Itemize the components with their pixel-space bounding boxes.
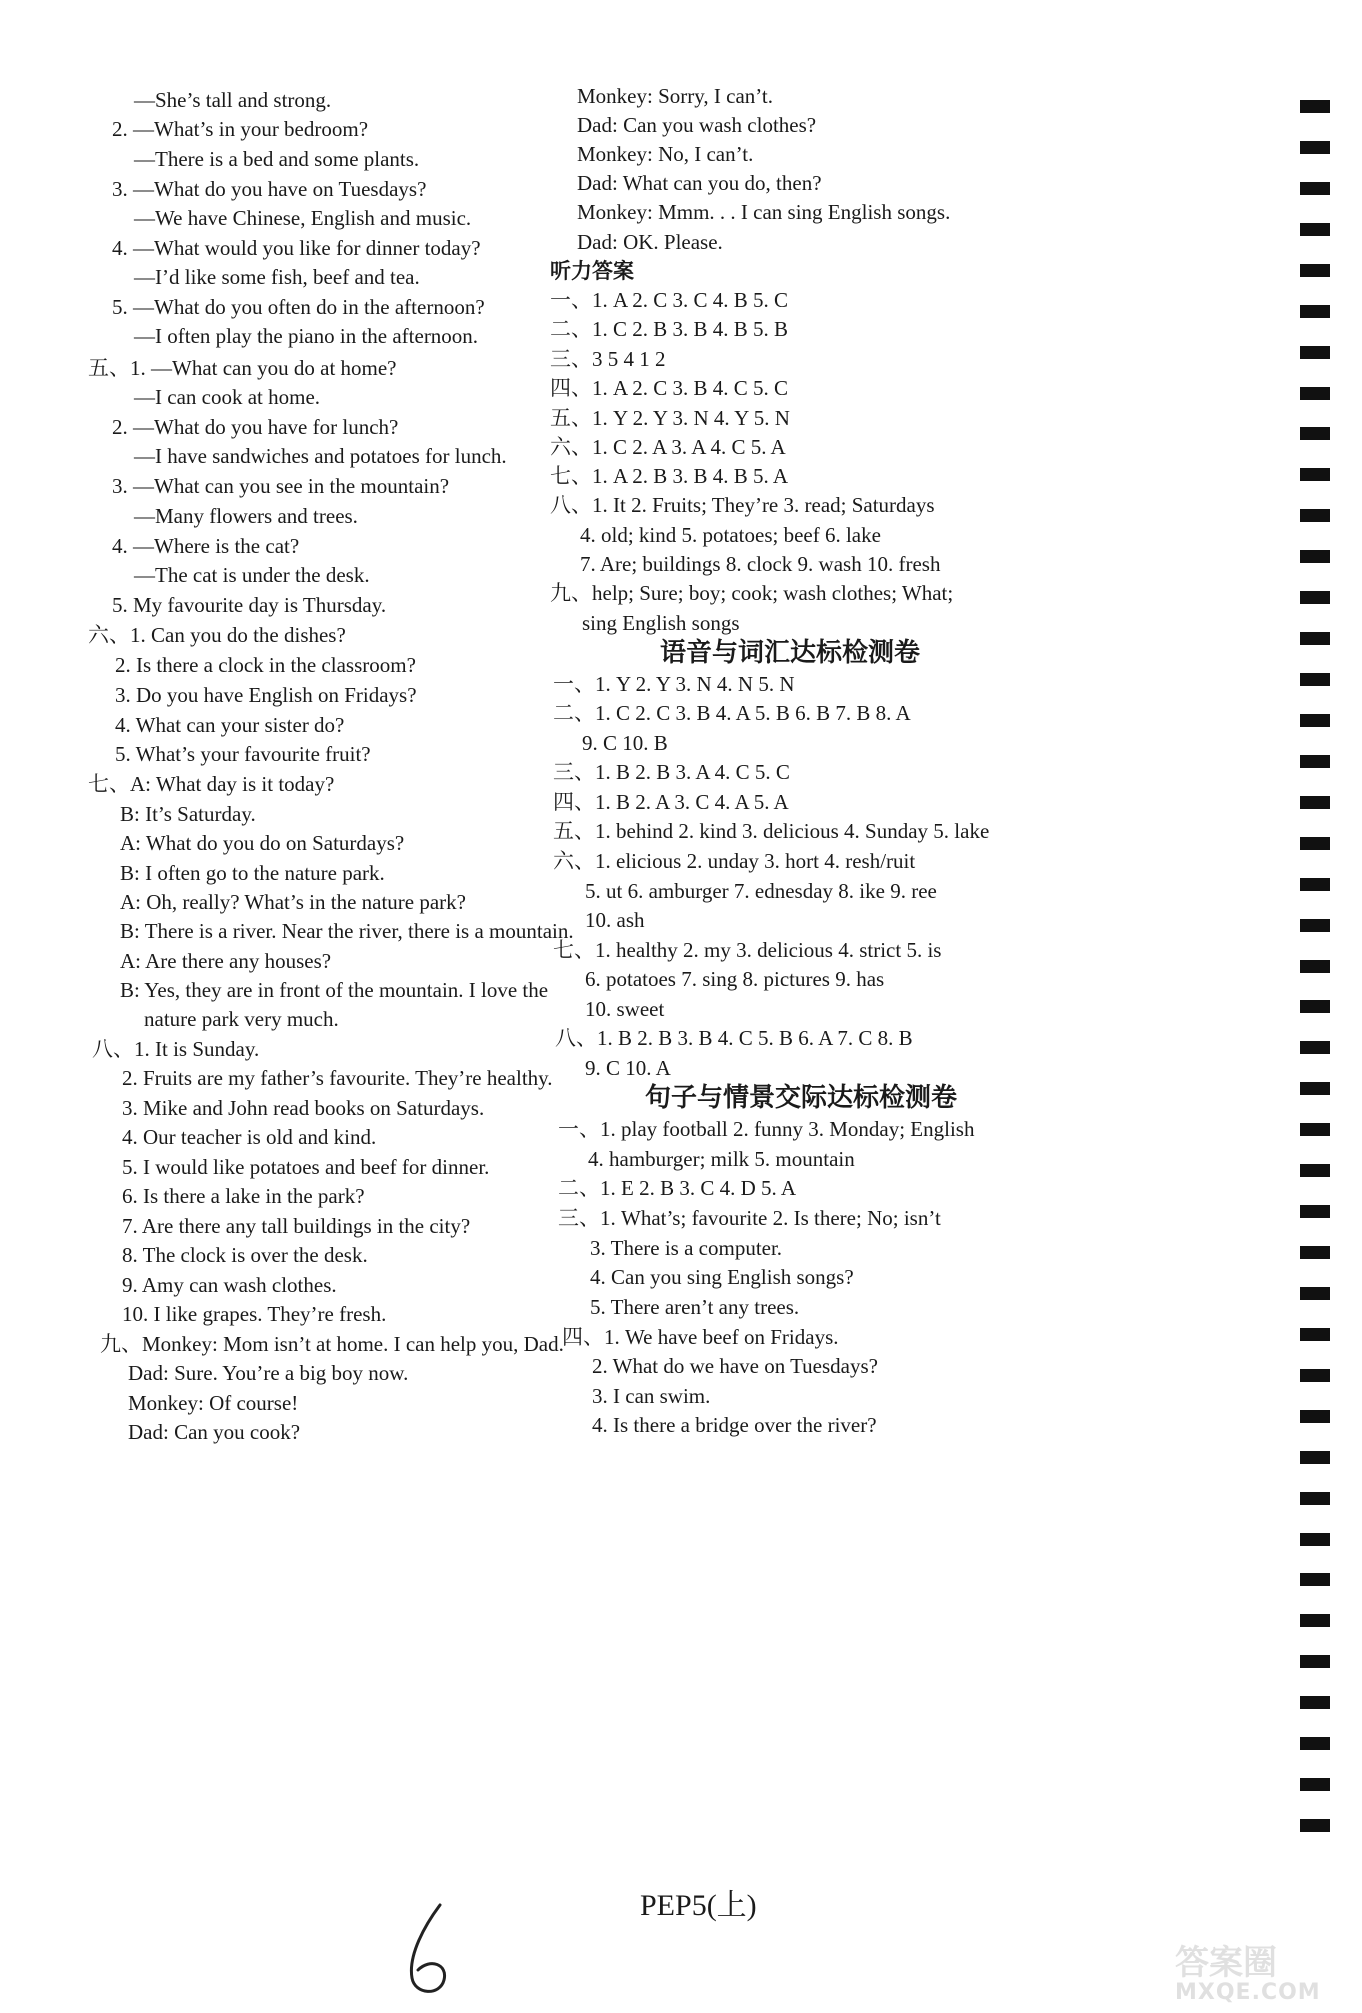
- answer-line: 10. ash: [585, 908, 645, 932]
- registration-mark: [1300, 837, 1330, 850]
- text-line: Monkey: Of course!: [128, 1391, 299, 1415]
- section-title-phonics-vocab: 语音与词汇达标检测卷: [660, 638, 921, 668]
- watermark-url: MXQE.COM: [1175, 1980, 1321, 2005]
- section-line: 九、Monkey: Mom isn’t at home. I can help you, Dad.: [100, 1332, 564, 1356]
- text-line: Monkey: Mmm. . . I can sing English songs.: [577, 200, 951, 224]
- registration-mark: [1300, 796, 1330, 809]
- text-line: 3. Mike and John read books on Saturdays.: [122, 1096, 485, 1120]
- text-line: 4. —What would you like for dinner today?: [112, 236, 481, 260]
- answer-line: 9. C 10. B: [582, 731, 668, 755]
- answer-line: 5. ut 6. amburger 7. ednesday 8. ike 9. ree: [585, 879, 937, 903]
- text-line: 10. I like grapes. They’re fresh.: [122, 1302, 387, 1326]
- registration-mark: [1300, 1533, 1330, 1546]
- registration-mark: [1300, 550, 1330, 563]
- text-line: —I’d like some fish, beef and tea.: [134, 265, 420, 289]
- registration-mark: [1300, 1164, 1330, 1177]
- text-line: 2. Fruits are my father’s favourite. They’re healthy.: [122, 1066, 553, 1090]
- text-line: Dad: Can you wash clothes?: [577, 113, 817, 137]
- text-line: —She’s tall and strong.: [134, 88, 332, 112]
- answer-line: 3. There is a computer.: [590, 1236, 783, 1260]
- section-title-sentences: 句子与情景交际达标检测卷: [645, 1083, 958, 1113]
- answer-line: 四、1. A 2. C 3. B 4. C 5. C: [550, 376, 789, 400]
- answer-line: 八、1. It 2. Fruits; They’re 3. read; Saturdays: [550, 493, 935, 517]
- registration-mark: [1300, 755, 1330, 768]
- answer-line: 三、3 5 4 1 2: [550, 347, 666, 371]
- text-line: 4. What can your sister do?: [115, 713, 345, 737]
- text-line: 5. —What do you often do in the afternoon?: [112, 295, 485, 319]
- registration-mark: [1300, 509, 1330, 522]
- answer-line: 二、1. C 2. B 3. B 4. B 5. B: [550, 317, 789, 341]
- answer-line: 4. Is there a bridge over the river?: [592, 1413, 877, 1437]
- text-line: 3. —What do you have on Tuesdays?: [112, 177, 427, 201]
- text-line: —I often play the piano in the afternoon.: [134, 324, 479, 348]
- registration-mark: [1300, 1492, 1330, 1505]
- text-line: B: It’s Saturday.: [120, 802, 256, 826]
- answer-line: 五、1. behind 2. kind 3. delicious 4. Sunday 5. lake: [553, 819, 990, 843]
- text-line: —We have Chinese, English and music.: [134, 206, 472, 230]
- text-line: Dad: What can you do, then?: [577, 171, 822, 195]
- section-line: 八、1. It is Sunday.: [92, 1037, 260, 1061]
- registration-mark: [1300, 1819, 1330, 1832]
- registration-mark: [1300, 1451, 1330, 1464]
- answer-line: 七、1. healthy 2. my 3. delicious 4. strict 5. is: [553, 938, 942, 962]
- answer-line: 4. Can you sing English songs?: [590, 1265, 854, 1289]
- page-footer: PEP5(上): [640, 1889, 757, 1922]
- text-line: A: What do you do on Saturdays?: [120, 831, 405, 855]
- handwritten-page-number: [400, 1900, 470, 2000]
- text-line: 4. —Where is the cat?: [112, 534, 300, 558]
- registration-mark: [1300, 468, 1330, 481]
- registration-mark: [1300, 960, 1330, 973]
- registration-mark: [1300, 1369, 1330, 1382]
- registration-marks: [1300, 100, 1332, 1860]
- section-line: 六、1. Can you do the dishes?: [88, 623, 346, 647]
- answer-line: sing English songs: [582, 611, 740, 635]
- registration-mark: [1300, 182, 1330, 195]
- section-line: 五、1. —What can you do at home?: [88, 356, 397, 380]
- registration-mark: [1300, 1246, 1330, 1259]
- text-line: 6. Is there a lake in the park?: [122, 1184, 365, 1208]
- text-line: A: Oh, really? What’s in the nature park?: [120, 890, 466, 914]
- text-line: Dad: Can you cook?: [128, 1420, 301, 1444]
- answer-line: 9. C 10. A: [585, 1056, 671, 1080]
- registration-mark: [1300, 591, 1330, 604]
- text-line: A: Are there any houses?: [120, 949, 332, 973]
- text-line: —Many flowers and trees.: [134, 504, 358, 528]
- registration-mark: [1300, 1614, 1330, 1627]
- registration-mark: [1300, 714, 1330, 727]
- text-line: 3. —What can you see in the mountain?: [112, 474, 450, 498]
- registration-mark: [1300, 1573, 1330, 1586]
- registration-mark: [1300, 632, 1330, 645]
- text-line: Monkey: Sorry, I can’t.: [577, 84, 773, 108]
- registration-mark: [1300, 1287, 1330, 1300]
- answer-line: 六、1. C 2. A 3. A 4. C 5. A: [550, 435, 786, 459]
- registration-mark: [1300, 1205, 1330, 1218]
- answer-line: 7. Are; buildings 8. clock 9. wash 10. fresh: [580, 552, 941, 576]
- text-line: 7. Are there any tall buildings in the city?: [122, 1214, 471, 1238]
- text-line: 9. Amy can wash clothes.: [122, 1273, 337, 1297]
- registration-mark: [1300, 346, 1330, 359]
- answer-line: 五、1. Y 2. Y 3. N 4. Y 5. N: [550, 406, 790, 430]
- text-line: —The cat is under the desk.: [134, 563, 370, 587]
- answer-line: 四、1. We have beef on Fridays.: [562, 1325, 839, 1349]
- registration-mark: [1300, 1778, 1330, 1791]
- text-line: 8. The clock is over the desk.: [122, 1243, 368, 1267]
- registration-mark: [1300, 673, 1330, 686]
- text-line: 2. Is there a clock in the classroom?: [115, 653, 416, 677]
- registration-mark: [1300, 264, 1330, 277]
- text-line: B: There is a river. Near the river, there is a mountain.: [120, 919, 574, 943]
- answer-line: 2. What do we have on Tuesdays?: [592, 1354, 878, 1378]
- registration-mark: [1300, 1000, 1330, 1013]
- text-line: Dad: OK. Please.: [577, 230, 723, 254]
- answer-line: 九、help; Sure; boy; cook; wash clothes; What;: [550, 581, 954, 605]
- registration-mark: [1300, 1328, 1330, 1341]
- text-line: 4. Our teacher is old and kind.: [122, 1125, 377, 1149]
- answer-line: 四、1. B 2. A 3. C 4. A 5. A: [553, 790, 789, 814]
- watermark-logo: 答案圈: [1175, 1943, 1277, 1983]
- answer-line: 一、1. Y 2. Y 3. N 4. N 5. N: [553, 672, 795, 696]
- answer-line: 二、1. E 2. B 3. C 4. D 5. A: [558, 1176, 797, 1200]
- text-line: B: Yes, they are in front of the mountain. I love the: [120, 978, 549, 1002]
- text-line: 2. —What do you have for lunch?: [112, 415, 399, 439]
- registration-mark: [1300, 223, 1330, 236]
- registration-mark: [1300, 387, 1330, 400]
- registration-mark: [1300, 1123, 1330, 1136]
- answer-line: 三、1. What’s; favourite 2. Is there; No; isn’t: [558, 1206, 941, 1230]
- section-line: 七、A: What day is it today?: [88, 772, 335, 796]
- registration-mark: [1300, 1041, 1330, 1054]
- answer-line: 10. sweet: [585, 997, 665, 1021]
- answer-line: 3. I can swim.: [592, 1384, 711, 1408]
- answer-line: 6. potatoes 7. sing 8. pictures 9. has: [585, 967, 885, 991]
- answer-line: 六、1. elicious 2. unday 3. hort 4. resh/ruit: [553, 849, 916, 873]
- text-line: Dad: Sure. You’re a big boy now.: [128, 1361, 409, 1385]
- registration-mark: [1300, 878, 1330, 891]
- text-line: 5. What’s your favourite fruit?: [115, 742, 371, 766]
- text-line: B: I often go to the nature park.: [120, 861, 385, 885]
- answer-line: 一、1. A 2. C 3. C 4. B 5. C: [550, 288, 789, 312]
- registration-mark: [1300, 1655, 1330, 1668]
- answer-line: 5. There aren’t any trees.: [590, 1295, 800, 1319]
- registration-mark: [1300, 427, 1330, 440]
- text-line: 2. —What’s in your bedroom?: [112, 117, 369, 141]
- text-line: 5. I would like potatoes and beef for dinner.: [122, 1155, 490, 1179]
- text-line: —There is a bed and some plants.: [134, 147, 420, 171]
- text-line: 3. Do you have English on Fridays?: [115, 683, 417, 707]
- registration-mark: [1300, 100, 1330, 113]
- registration-mark: [1300, 1696, 1330, 1709]
- answer-line: 八、1. B 2. B 3. B 4. C 5. B 6. A 7. C 8. B: [555, 1026, 913, 1050]
- text-line: —I can cook at home.: [134, 385, 321, 409]
- text-line: —I have sandwiches and potatoes for lunch.: [134, 444, 507, 468]
- registration-mark: [1300, 1410, 1330, 1423]
- answer-line: 一、1. play football 2. funny 3. Monday; English: [558, 1117, 975, 1141]
- text-line: nature park very much.: [144, 1007, 339, 1031]
- text-line: Monkey: No, I can’t.: [577, 142, 754, 166]
- answer-line: 七、1. A 2. B 3. B 4. B 5. A: [550, 464, 789, 488]
- answer-line: 三、1. B 2. B 3. A 4. C 5. C: [553, 760, 790, 784]
- registration-mark: [1300, 305, 1330, 318]
- answer-line: 二、1. C 2. C 3. B 4. A 5. B 6. B 7. B 8. A: [553, 701, 911, 725]
- answer-line: 4. old; kind 5. potatoes; beef 6. lake: [580, 523, 881, 547]
- answer-line: 4. hamburger; milk 5. mountain: [588, 1147, 855, 1171]
- registration-mark: [1300, 1082, 1330, 1095]
- section-heading: 听力答案: [550, 259, 634, 283]
- registration-mark: [1300, 919, 1330, 932]
- registration-mark: [1300, 141, 1330, 154]
- registration-mark: [1300, 1737, 1330, 1750]
- text-line: 5. My favourite day is Thursday.: [112, 593, 387, 617]
